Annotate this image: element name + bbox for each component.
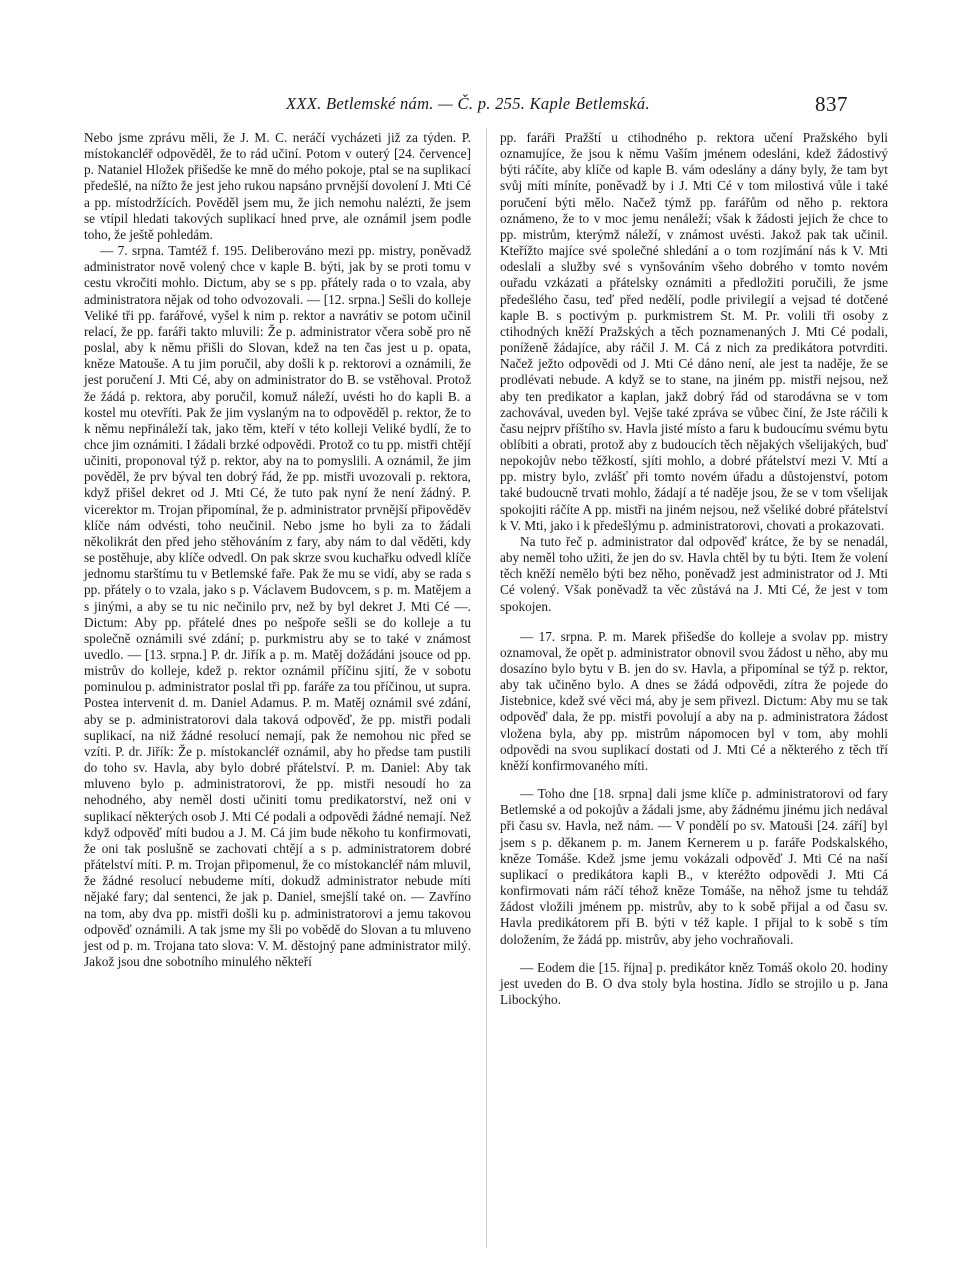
paragraph: — Toho dne [18. srpna] dali jsme klíče p. administratorovi od fary Betlemské a od pokojův a žádali jsme, aby žádnému jinému jich nedával při času sv. Havla, než nám. — V pondělí po sv. Matouši [24. září] byl jsem s p. děkanem p. m. Janem Kernerem u p. faráře Podskalského, kněze Tomáše. Kdež jsme jemu vokázali odpověď J. Mti Cé na naší suplikací o predikátora kapli B., v kteréžto odpovědi J. Mti Cá konfirmovati nám ráčí téhož kněze Tomáše, na něhož jsme tu tehdáž žádost vložili jménem pp. mistrův, aby to k sobě přijal a od času sv. Havla predikátorem při B. býti v též kaple. I přijal to k sobě s tím doložením, že žádá pp. mistrův, aby jeho vochraňovali. xyxy=(500,786,888,947)
paragraph: Nebo jsme zprávu měli, že J. M. C. neráčí vycházeti již za týden. P. místokancléř odpověděl, že to rád učiní. Potom v outerý [24. července] p. Nataniel Hložek přišedše ke mně do mého pokoje, ptal se na suplikací předešlé, na nížto že jest jeho rukou napsáno prvnější dovolení J. Mti Cé a pp. místodržících. Pověděl jsem mu, že jich nemohu nalézti, že jsem se vtípil hledati takových suplikací hned prve, ale oznámil jsem podle toho, že ještě pohledám. xyxy=(84,130,471,242)
running-header xyxy=(0,94,960,120)
paragraph: — 7. srpna. Tamtéž f. 195. Deliberováno mezi pp. mistry, poněvadž administrator nově volený chce v kaple B. býti, jak by se proti tomu v cestu vkročiti mohlo. Dictum, aby se s pp. přátely rada o to vzala, aby administratora nějak od toho odvozovali. — [12. srpna.] Sešli do kolleje Veliké tři pp. farářové, vyšel k nim p. rektor a navrátiv se potom učinil relací, že pp. faráři takto mluvili: Že p. administrator včera sobě pro ně poslal, aby k němu přišli do Slovan, kdež na ten čas jest u p. opata, kněze Matouše. A tu jim poručil, aby došli k p. rektorovi a oznámili, že jest poručení J. Mti Cé, aby on administrator do B. se vstěhoval. Protož že žádá p. rektora, aby poručil, komuž náleží, uvésti ho do kapli B. a kostel mu otevříti. Pak že jim vyslaným na to odpověděl p. rektor, že to k němu nepřináleží tak, jako těm, kteří v této kolleji Veliké bydlí, že to chce jim oznámiti. I žádali brzké odpovědi. Protož co tu pp. mistři chtějí učiniti, proponoval týž p. rektor, aby na to pomyslili. A oznámil, že jim pověděl, že prv býval ten dobrý řád, že pp. mistři uvozovali p. rektora, když přišel dekret od J. Mti Cé, že tuto pak nyní že není žádný. P. vicerektor m. Trojan připomínal, že p. administrator prvnější připověděv klíče nám odvésti, toho neučinil. Nebo jsme ho byli za to žádali několikrát den před jeho stěhováním z fary, aby nám to dal věděti, kdy se postěhuje, aby klíče odvedl. On pak skrze svou kuchařku odvedl klíče jednomu starštímu tu v Betlemské faře. Pak že mu se vidí, aby se rada s pp. přátely o to vzala, jako s p. Václavem Budovcem, s p. m. Matějem a s jinými, a aby se tu nic nečinilo prv, než by byl dekret J. Mti Cé —. Dictum: Aby pp. přátelé dnes po nešpoře sešli se do kolleje a tu společně oznámili své zdání; p. purkmistru aby se to také v známost uvedlo. — [13. srpna.] P. dr. Jiřík a p. m. Matěj dožádáni jsouce od pp. mistrův do kolleje, kdež p. rektor oznámil příčinu sjití, že v sobotu pominulou p. administrator poslal tři pp. faráře za tou příčinou, ut supra. Postea intervenit d. m. Daniel Adamus. P. m. Matěj oznámil své zdání, aby se p. administratorovi dala taková odpověď, že pp. mistři podali suplikací, na niž žádné resolucí nemají, pak že nemohou nic před se vzíti. P. dr. Jiřík: Že p. místokancléř oznámil, aby ho předse tam pustili do toho sv. Havla, aby bylo dobré přátelství. P. m. Daniel: Aby tak mluveno bylo p. administratorovi, že pp. mistři nesoudí ho za nehodného, aby neměl dosti učiniti tomu predikatorství, než oni v suplikací některých osob J. Mti Cé podali a odpovědi žádné nemají. Než když odpověď míti budou a J. M. Cá jim bude někoho tu konfirmovati, že oni tak poslušně se zachovati chtějí a s p. administratorem dobré přátelství míti. P. m. Trojan připomenul, že co místokancléř nám mluvil, že žádné resolucí nebudeme míti, dokudž administrator nebude míti nějaké fary; dal sentenci, že jak p. Daniel, smejšlí také on. — Zavříno na tom, aby dva pp. mistři došli ku p. administratorovi a jemu takovou odpověď oznámili. A tak jsme my šli po vobědě do Slovan a tu mluveno jest od p. m. Trojana tato slova: V. M. děstojný pane administrator milý. Jakož jsou dne sobotního minulého někteří xyxy=(84,243,471,969)
paragraph: — Eodem die [15. října] p. predikátor kněz Tomáš okolo 20. hodiny jest uveden do B. O dva stoly byla hostina. Jídlo se strojilo u p. Jana Libockýho. xyxy=(500,959,888,1007)
paragraph: — 17. srpna. P. m. Marek přišedše do kolleje a svolav pp. mistry oznamoval, že opět p. administrator obnovil svou žádost u něho, aby mu dosazíno bylo bytu v B. jen do sv. Havla, a připomínal se týž p. rektor, aby tak učiněno bylo. A dnes se žádá odpovědi, zítra že pojede do Jistebnice, kdež své věci má, aby je sem přivezl. Dictum: Aby mu se tak odpověď dala, že pp. mistři povolují a aby na p. administratora žádost vložena byla, aby pp. mistrům nápomocen byl v tom, aby mohli odpovědi na svou suplikací dostati od J. Mti Cé a některého z těch tří kněží konfirmovaného míti. xyxy=(500,628,888,773)
right-column xyxy=(500,130,888,1008)
paragraph: Na tuto řeč p. administrator dal odpověď krátce, že by se nenadál, aby neměl toho užiti, že jen do sv. Havla chtěl by tu býti. Item že volení těch kněží nemělo býti bez něho, poněvadž jest administrator od J. Mti Cé volený. Však poněvadž ta věc zůstává na J. Mti Cé, že jest v tom spokojen. xyxy=(500,533,888,614)
page-number: 837 xyxy=(815,92,848,116)
running-head-title: XXX. Betlemské nám. — Č. p. 255. Kaple Betlemská. xyxy=(286,94,650,113)
column-divider xyxy=(486,128,487,1248)
paragraph: pp. faráři Pražští u ctihodného p. rektora učení Pražského byli oznamujíce, že jsou k němu Vaším jménem odesláni, kdež žádostivý býti ráčíte, aby klíče od kaple B. vám odeslány a dány byly, že tam byt svůj míti míníte, poněvadž by i J. Mti Cé v tom milostivá vůle i také poručení býti mělo. Načež týmž pp. farářům od něho p. rektora oznámeno, že to v moc jemu nenáleží; však k žádosti jejich že chce to pp. mistrům, kterýmž náleží, v známost uvésti. Jakož pak tak učinil. Kteřížto majíce své společné shledání a o tom rozjímání nás k V. Mti odeslali a služby své s vynšováním všeho dobrého v tomto novém ouřadu vzkázati a přátelsky oznámiti a předložiti poručili, že jsme předešlého času, teď před nedělí, podle privilegií a vejsad té dotčené kaple B. s poctivým p. purkmistrem St. M. Pr. volili tři osoby z ctihodných kněží Pražských a těch poznamenaných J. Mti Cé podali, poníženě žádajíce, aby ráčil J. M. Cá z nich za predikátora potvrditi. Načež ježto odpovědi od J. Mti Cé dáno není, ale jest ta naděje, že se prodlévati nebude. A když se to stane, na jiném pp. mistři nejsou, než aby ten predikator a kaplan, jakž dobrý řád od starodávna se v tom zachovával, uveden byl. Vejše také zpráva se vůbec činí, že Jste ráčili k času nejprv příštího sv. Havla jisté místo a faru k budoucímu svému bytu oblíbiti a obrati, protož aby z budoucích těch nějakých všelijakých, buď nepokojův nebo těžkostí, sjíti mohlo, a dobré přátelství mezi V. Mtí a pp. mistry bylo, zvlášť při tomto novém úřadu a důstojenství, potom také budoucně trvati mohlo, žádají a té naděje jsou, že se v tom všelijak spokojiti ráčíte A pp. mistři na jiném nejsou, než všeliké dobré přátelství k V. Mti, jako i k předešlýmu p. administratorovi, chovati a prokazovati. xyxy=(500,130,889,533)
left-column xyxy=(84,130,471,970)
